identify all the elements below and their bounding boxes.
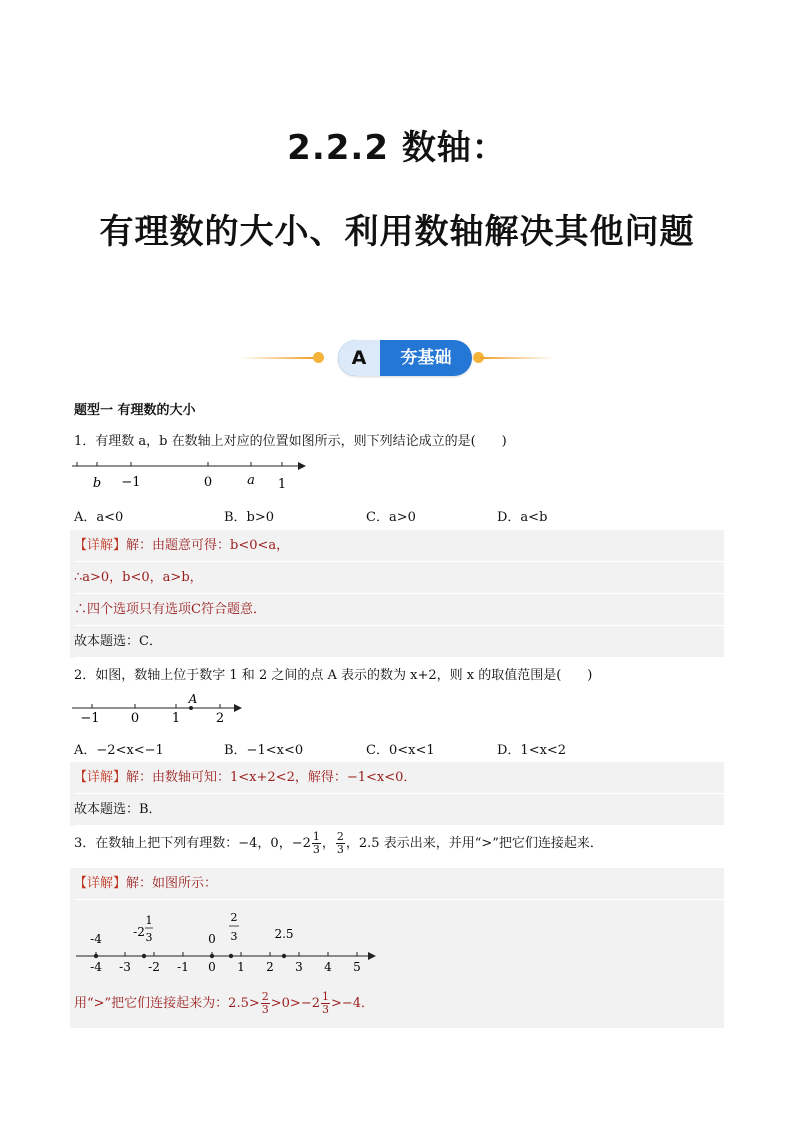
- axis-label-0: 0: [130, 711, 140, 726]
- option-a[interactable]: A．−2<x<−1: [74, 743, 164, 758]
- badge-label: 夯基础: [400, 348, 452, 368]
- question-2-text: 2．如图，数轴上位于数字 1 和 2 之间的点 A 表示的数为 x+2，则 x 的取值范围是( ): [74, 668, 593, 683]
- question-2-number-line: [70, 692, 250, 726]
- answer-text: 解：由题意可得：b<0<a，: [126, 538, 290, 553]
- fraction-numerator: 2: [261, 990, 269, 1003]
- final-text-mid: >0>−2: [270, 996, 320, 1011]
- answer-line: [74, 626, 724, 658]
- question-3-answer: [70, 868, 724, 1028]
- point-label-0: 0: [208, 932, 216, 946]
- answer-line: [74, 762, 724, 794]
- detail-tag: 【详解】: [74, 770, 127, 785]
- page-title-line1: 2.2.2 数轴：: [287, 128, 507, 168]
- fraction-denominator: 3: [312, 843, 320, 856]
- fraction-denominator: 3: [322, 1003, 329, 1016]
- tick-label: 5: [353, 960, 361, 974]
- option-d[interactable]: D．a<b: [497, 510, 548, 525]
- point-label-frac-den: 3: [230, 930, 238, 943]
- decor-line-right: [480, 357, 554, 359]
- answer-text: 故本题选：C．: [74, 634, 162, 649]
- decor-dot-left: [313, 352, 324, 363]
- question-2-answer: [70, 762, 724, 826]
- answer-text: 解：如图所示：: [126, 876, 218, 891]
- q3-text-mid: ，: [321, 836, 335, 851]
- tick-label: 2: [266, 960, 274, 974]
- axis-label-1: 1: [277, 477, 287, 492]
- tick-label: 3: [295, 960, 303, 974]
- axis-label-a: a: [247, 473, 255, 488]
- question-1-text: 1．有理数 a，b 在数轴上对应的位置如图所示，则下列结论成立的是( ): [74, 434, 507, 449]
- final-text-after: >−4．: [331, 996, 375, 1011]
- mixed-fraction: [312, 831, 321, 856]
- fraction-numerator: 1: [312, 830, 320, 843]
- option-b[interactable]: B．b>0: [224, 510, 275, 525]
- axis-label-0: 0: [203, 475, 213, 490]
- q3-text-before: 3．在数轴上把下列有理数：−4，0，−2: [74, 836, 311, 851]
- fraction-denominator: 3: [261, 1003, 269, 1016]
- point-label-2-5: 2.5: [274, 927, 294, 941]
- question-3-number-line: [74, 904, 394, 976]
- point-a-label: A: [188, 692, 198, 706]
- axis-label-neg1: −1: [121, 475, 141, 490]
- option-c[interactable]: C．0<x<1: [366, 743, 435, 758]
- answer-line: [74, 562, 724, 594]
- answer-line: [74, 794, 724, 826]
- answer-line: [74, 530, 724, 562]
- option-c[interactable]: C．a>0: [366, 510, 416, 525]
- detail-tag: 【详解】: [74, 538, 127, 553]
- tick-label: -4: [90, 960, 102, 974]
- fraction-numerator: 1: [322, 990, 329, 1003]
- detail-tag: 【详解】: [74, 876, 127, 891]
- tick-label: 0: [208, 960, 216, 974]
- axis-label-neg1: −1: [80, 711, 100, 726]
- mixed-fraction: [321, 991, 330, 1016]
- answer-line: [74, 594, 724, 626]
- badge-letter: A: [338, 340, 380, 376]
- option-b[interactable]: B．−1<x<0: [224, 743, 304, 758]
- option-a[interactable]: A．a<0: [74, 510, 124, 525]
- tick-label: 1: [237, 960, 245, 974]
- axis-label-1: 1: [171, 711, 181, 726]
- section-badge: [0, 340, 794, 376]
- question-1-answer: [70, 530, 724, 658]
- answer-text: 故本题选：B．: [74, 802, 162, 817]
- fraction: [336, 831, 345, 856]
- point-label-neg2: -2: [133, 925, 145, 939]
- question-3-text: [74, 830, 603, 858]
- final-answer-line: [74, 988, 374, 1020]
- q3-text-after: ，2.5 表示出来，并用“>”把它们连接起来．: [345, 836, 603, 851]
- point-label-neg4: -4: [90, 932, 102, 946]
- tick-label: -1: [177, 960, 189, 974]
- tick-label: -2: [148, 960, 160, 974]
- question-1-number-line: [70, 456, 315, 492]
- answer-text: ∴四个选项只有选项C符合题意．: [74, 602, 266, 617]
- answer-line: [74, 868, 724, 900]
- fraction-numerator: 2: [336, 830, 344, 843]
- fraction: [261, 991, 270, 1016]
- decor-line-left: [240, 357, 314, 359]
- axis-label-b: b: [92, 476, 102, 491]
- section-title: 题型一 有理数的大小: [74, 403, 196, 418]
- tick-label: -3: [119, 960, 131, 974]
- point-label-frac-num: 2: [230, 911, 238, 924]
- fraction-denominator: 3: [336, 843, 344, 856]
- answer-text: ∴a>0，b<0，a>b，: [74, 570, 203, 585]
- point-label-neg2-frac-den: 3: [145, 931, 153, 944]
- answer-text: 解：由数轴可知：1<x+2<2，解得：−1<x<0．: [126, 770, 417, 785]
- point-label-neg2-frac-num: 1: [145, 914, 153, 927]
- level-badge: [338, 340, 472, 376]
- option-d[interactable]: D．1<x<2: [497, 743, 567, 758]
- final-text-before: 用“>”把它们连接起来为：2.5>: [74, 996, 260, 1011]
- page-title-line2: 有理数的大小、利用数轴解决其他问题: [99, 212, 695, 252]
- tick-label: 4: [324, 960, 332, 974]
- axis-label-2: 2: [215, 711, 225, 726]
